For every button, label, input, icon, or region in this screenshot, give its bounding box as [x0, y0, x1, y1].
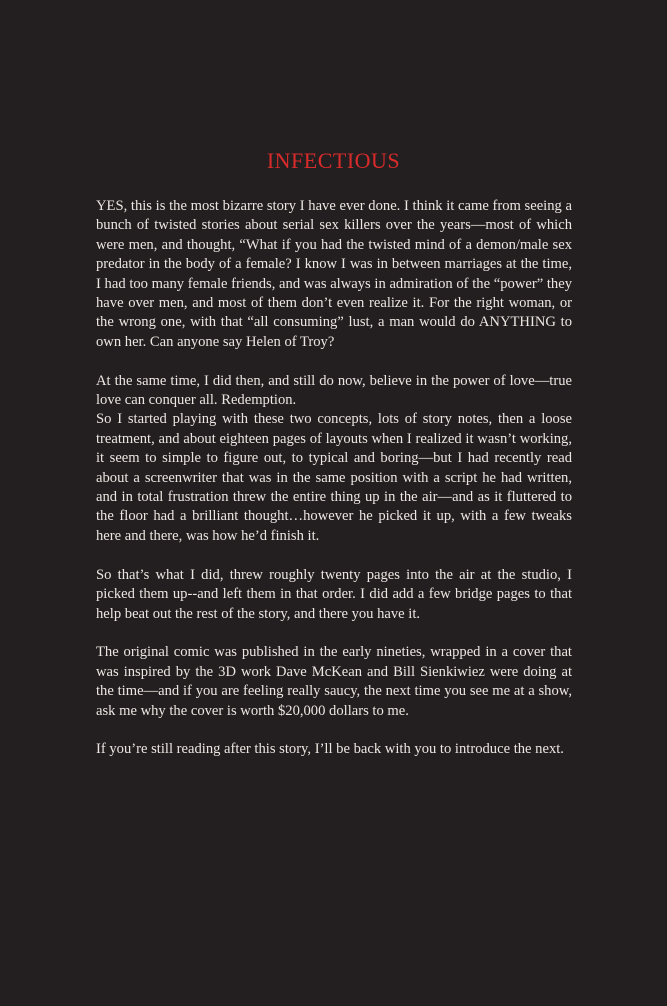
paragraph-original-comic: The original comic was published in the early nineties, wrapped in a cover that was inspired by the 3D work Dave McKean and Bill Sienkiwiez were doing at the time—and if you are feeling really saucy, the next time you see me at a show, ask me why the cover is worth $20,000 dollars to me.: [96, 644, 572, 719]
paragraph-pages: So that’s what I did, threw roughly twenty pages into the air at the studio, I picked them up--and left them in that order. I did add a few bridge pages to that help beat out the rest of the story, and there you have it.: [96, 566, 572, 622]
body-text: [96, 197, 572, 760]
paragraph-closing: If you’re still reading after this story, I’ll be back with you to introduce the next.: [96, 741, 564, 758]
page-title: INFECTIOUS: [266, 148, 401, 173]
paragraph-intro: YES, this is the most bizarre story I have ever done. I think it came from seeing a bunch of twisted stories about serial sex killers over the years—most of which were men, and thought, “What if you had the twisted mind of a demon/male sex predator in the body of a female? I know I was in between marriages at the time, I had too many female friends, and was always in admiration of the “power” they have over men, and most of them don’t even realize it. For the right woman, or the wrong one, with that “all consuming” lust, a man would do ANYTHING to own her. Can anyone say Helen of Troy?: [96, 198, 572, 350]
paragraph-love: At the same time, I did then, and still do now, believe in the power of love—true love can conquer all. Redemption.: [96, 372, 572, 409]
paragraph-concepts: So I started playing with these two concepts, lots of story notes, then a loose treatment, and about eighteen pages of layouts when I realized it wasn’t working, it seem to simple to figure out, to typical and boring—but I had recently read about a screenwriter that was in the same position with a script he had written, and in total frustration threw the entire thing up in the air—and as it fluttered to the floor had a brilliant thought…however he picked it up, with a few tweaks here and there, was how he’d finish it.: [96, 411, 572, 544]
